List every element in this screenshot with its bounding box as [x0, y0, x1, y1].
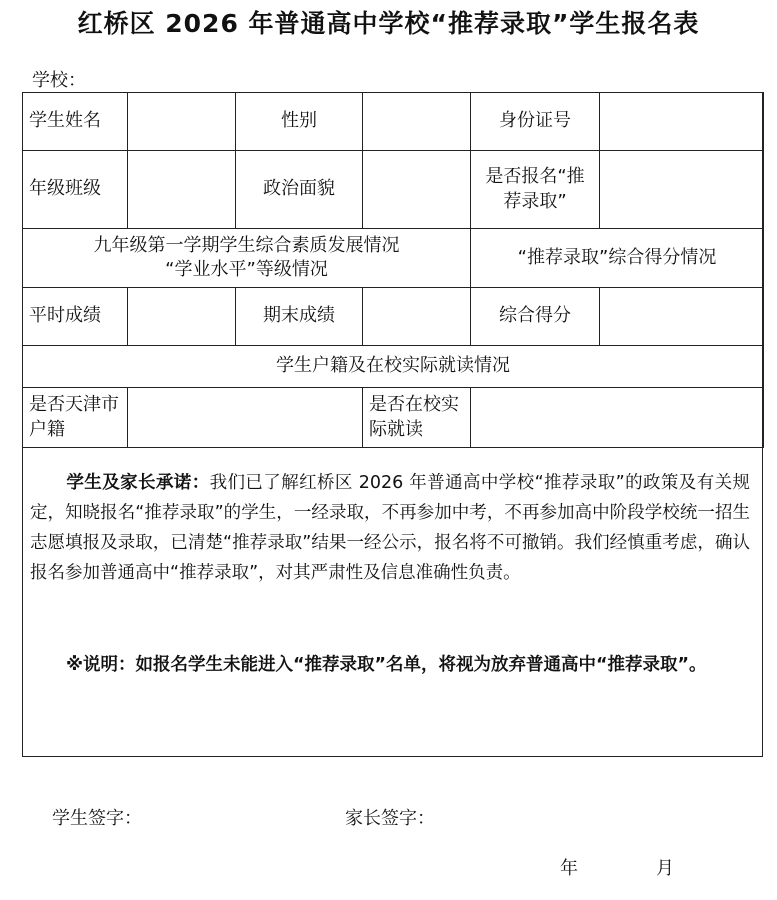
school-label: 学校： [32, 70, 86, 91]
political-status-field[interactable] [363, 151, 471, 229]
final-score-label: 期末成绩 [236, 288, 363, 346]
quality-heading-line2: “学业水平”等级情况 [165, 259, 328, 280]
gender-label: 性别 [236, 93, 363, 151]
note-text: ※说明：如报名学生未能进入“推荐录取”名单，将视为放弃普通高中“推荐录取”。 [66, 655, 707, 675]
tianjin-residence-field[interactable] [128, 388, 363, 448]
onsite-study-label: 是否在校实际就读 [363, 388, 471, 448]
grade-class-field[interactable] [128, 151, 236, 229]
quality-development-heading [23, 229, 471, 288]
note-paragraph [30, 650, 750, 680]
apply-recommend-label: 是否报名“推荐录取” [471, 151, 600, 229]
quality-heading-line1: 九年级第一学期学生综合素质发展情况 [93, 234, 400, 256]
gender-field[interactable] [363, 93, 471, 151]
grade-class-label: 年级班级 [23, 151, 128, 229]
student-name-field[interactable] [128, 93, 236, 151]
student-name-label: 学生姓名 [23, 93, 128, 151]
usual-score-label: 平时成绩 [23, 288, 128, 346]
composite-score-heading: “推荐录取”综合得分情况 [471, 229, 764, 288]
table-row [23, 288, 764, 346]
table-row [23, 388, 764, 448]
composite-score-label: 综合得分 [471, 288, 600, 346]
political-status-label: 政治面貌 [236, 151, 363, 229]
tianjin-residence-label: 是否天津市户籍 [23, 388, 128, 448]
composite-score-field[interactable] [600, 288, 764, 346]
usual-score-field[interactable] [128, 288, 236, 346]
residence-heading: 学生户籍及在校实际就读情况 [23, 346, 764, 388]
pledge-heading: 学生及家长承诺： [66, 473, 210, 493]
student-signature-label: 学生签字： [52, 808, 142, 829]
apply-recommend-field[interactable] [600, 151, 764, 229]
onsite-study-field[interactable] [471, 388, 764, 448]
pledge-paragraph [30, 468, 750, 588]
final-score-field[interactable] [363, 288, 471, 346]
table-row [23, 346, 764, 388]
pledge-body: 我们已了解红桥区 2026 年普通高中学校“推荐录取”的政策及有关规定，知晓报名“推荐录取”的学生，一经录取，不再参加中考，不再参加高中阶段学校统一招生志愿填报及录取，已清楚“推荐录取”结果一经公示，报名将不可撤销。我们经慎重考虑，确认报名参加普通高中“推荐录取”，对其严肃性及信息准确性负责。 [30, 473, 751, 583]
table-row [23, 229, 764, 288]
table-row [23, 93, 764, 151]
parent-signature-label: 家长签字： [345, 808, 435, 829]
registration-table [22, 92, 764, 448]
form-title: 红桥区 2026 年普通高中学校“推荐录取”学生报名表 [77, 9, 700, 38]
table-row [23, 151, 764, 229]
id-number-label: 身份证号 [471, 93, 600, 151]
id-number-field[interactable] [600, 93, 764, 151]
month-label: 月 [656, 858, 674, 879]
year-label: 年 [560, 858, 578, 879]
